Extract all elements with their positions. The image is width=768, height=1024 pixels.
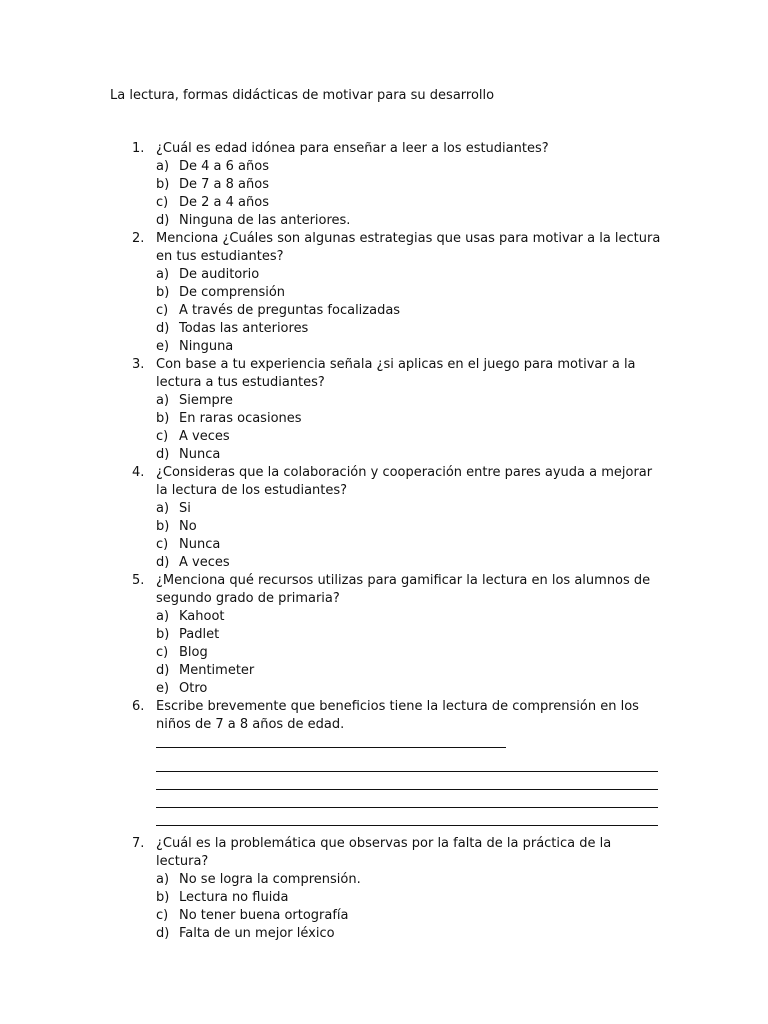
- option-letter: a): [156, 872, 170, 887]
- question-text: ¿Consideras que la colaboración y cooperación entre pares ayuda a mejorar la lectura de los estudiantes?: [156, 465, 653, 498]
- question-5: [110, 572, 670, 698]
- question-text-body: Escribe brevemente que beneficios tiene la lectura de comprensión en los niños de 7 a 8 años de edad.: [156, 699, 639, 732]
- question-text: ¿Cuál es la problemática que observas por la falta de la práctica de la lectura?: [156, 836, 612, 869]
- option-text: Siempre: [179, 393, 233, 408]
- option-letter: c): [156, 429, 169, 444]
- option-item: [156, 284, 670, 302]
- question-7: [110, 835, 670, 943]
- option-text: De auditorio: [179, 267, 260, 282]
- option-letter: e): [156, 339, 170, 354]
- question-2: [110, 230, 670, 356]
- option-text: Ninguna de las anteriores.: [179, 213, 351, 228]
- option-letter: c): [156, 645, 169, 660]
- option-letter: a): [156, 159, 170, 174]
- option-item: [156, 907, 670, 925]
- option-letter: b): [156, 177, 170, 192]
- option-letter: b): [156, 285, 170, 300]
- question-6: [110, 698, 670, 835]
- question-list: [110, 140, 670, 943]
- option-item: [156, 925, 670, 943]
- option-letter: d): [156, 447, 170, 462]
- question-number: 7.: [132, 836, 145, 851]
- option-item: [156, 392, 670, 410]
- option-letter: b): [156, 627, 170, 642]
- question-text: [156, 698, 666, 754]
- option-text: A través de preguntas focalizadas: [179, 303, 401, 318]
- option-letter: c): [156, 908, 169, 923]
- option-item: [156, 626, 670, 644]
- option-text: En raras ocasiones: [179, 411, 302, 426]
- option-letter: b): [156, 890, 170, 905]
- option-item: [156, 446, 670, 464]
- answer-blank-line[interactable]: [156, 772, 658, 790]
- option-letter: c): [156, 195, 169, 210]
- option-item: [156, 212, 670, 230]
- option-letter: e): [156, 681, 170, 696]
- question-text: Menciona ¿Cuáles son algunas estrategias que usas para motivar a la lectura en tus estudiantes?: [156, 231, 661, 264]
- option-text: A veces: [179, 429, 230, 444]
- option-item: [156, 302, 670, 320]
- question-text: ¿Menciona qué recursos utilizas para gamificar la lectura en los alumnos de segundo grado de primaria?: [156, 573, 651, 606]
- option-letter: a): [156, 501, 170, 516]
- option-text: De 7 a 8 años: [179, 177, 269, 192]
- option-text: Falta de un mejor léxico: [179, 926, 335, 941]
- option-letter: d): [156, 321, 170, 336]
- option-text: Lectura no fluida: [179, 890, 289, 905]
- option-list: [110, 608, 670, 698]
- option-list: [110, 871, 670, 943]
- option-item: [156, 338, 670, 356]
- option-text: Kahoot: [179, 609, 225, 624]
- option-text: Blog: [179, 645, 208, 660]
- option-list: [110, 158, 670, 230]
- question-number: 5.: [132, 573, 145, 588]
- option-item: [156, 662, 670, 680]
- option-item: [156, 158, 670, 176]
- option-letter: a): [156, 267, 170, 282]
- option-text: Todas las anteriores: [179, 321, 309, 336]
- option-text: Nunca: [179, 447, 221, 462]
- question-text: ¿Cuál es edad idónea para enseñar a leer a los estudiantes?: [156, 141, 549, 156]
- option-letter: d): [156, 555, 170, 570]
- answer-blank-line[interactable]: [156, 808, 658, 826]
- document-title: La lectura, formas didácticas de motivar para su desarrollo: [110, 88, 495, 103]
- option-text: Padlet: [179, 627, 220, 642]
- option-item: [156, 410, 670, 428]
- option-letter: a): [156, 393, 170, 408]
- option-letter: d): [156, 926, 170, 941]
- question-4: [110, 464, 670, 572]
- option-item: [156, 518, 670, 536]
- option-letter: b): [156, 519, 170, 534]
- question-1: [110, 140, 670, 230]
- option-letter: d): [156, 663, 170, 678]
- option-item: [156, 428, 670, 446]
- option-text: De 4 a 6 años: [179, 159, 269, 174]
- option-text: Ninguna: [179, 339, 234, 354]
- option-item: [156, 320, 670, 338]
- option-text: De comprensión: [179, 285, 286, 300]
- option-letter: a): [156, 609, 170, 624]
- option-letter: d): [156, 213, 170, 228]
- question-number: 6.: [132, 699, 145, 714]
- question-text: Con base a tu experiencia señala ¿si aplicas en el juego para motivar a la lectura a tus estudiantes?: [156, 357, 636, 390]
- question-3: [110, 356, 670, 464]
- option-text: Mentimeter: [179, 663, 255, 678]
- option-item: [156, 644, 670, 662]
- option-item: [156, 500, 670, 518]
- option-list: [110, 266, 670, 356]
- question-number: 3.: [132, 357, 145, 372]
- option-text: Nunca: [179, 537, 221, 552]
- option-list: [110, 500, 670, 572]
- option-text: Si: [179, 501, 191, 516]
- option-item: [156, 194, 670, 212]
- option-text: No tener buena ortografía: [179, 908, 349, 923]
- option-text: No: [179, 519, 197, 534]
- option-item: [156, 266, 670, 284]
- option-item: [156, 176, 670, 194]
- option-text: No se logra la comprensión.: [179, 872, 361, 887]
- answer-blank-line[interactable]: [156, 790, 658, 808]
- option-letter: c): [156, 537, 169, 552]
- option-item: [156, 536, 670, 554]
- option-item: [156, 680, 670, 698]
- question-number: 4.: [132, 465, 145, 480]
- option-letter: c): [156, 303, 169, 318]
- option-text: Otro: [179, 681, 208, 696]
- answer-fill-line[interactable]: [156, 734, 506, 748]
- option-item: [156, 554, 670, 572]
- spacer: [110, 826, 670, 835]
- option-item: [156, 871, 670, 889]
- answer-blank-line[interactable]: [156, 754, 658, 772]
- question-number: 1.: [132, 141, 145, 156]
- option-item: [156, 889, 670, 907]
- option-item: [156, 608, 670, 626]
- option-letter: b): [156, 411, 170, 426]
- question-number: 2.: [132, 231, 145, 246]
- option-list: [110, 392, 670, 464]
- option-text: A veces: [179, 555, 230, 570]
- option-text: De 2 a 4 años: [179, 195, 269, 210]
